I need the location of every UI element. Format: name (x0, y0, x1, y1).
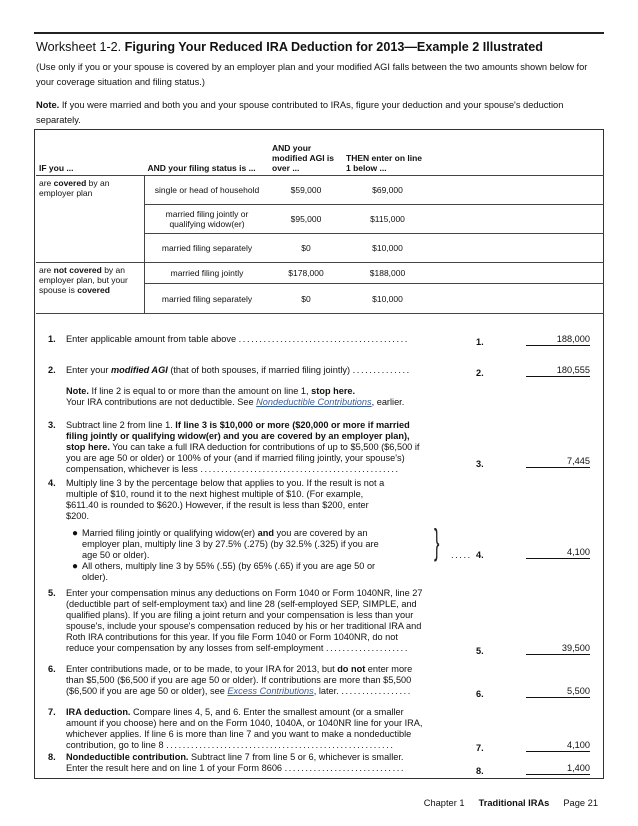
group-covered: are covered by an employer plan (36, 176, 145, 263)
header-modified-agi: AND your modified AGI is over ... (272, 143, 335, 173)
page-footer (424, 798, 598, 808)
agi-cell: $59,000 (269, 176, 343, 205)
agi-cell: $0 (269, 234, 343, 263)
header-filing-status: AND your filing status is ... (147, 163, 256, 173)
table-header-row (36, 130, 604, 176)
line-7-amount: 4,100 (526, 740, 590, 752)
line-6: 6. Enter contributions made, or to be made, to your IRA for 2013, but do not enter more than $5,500 ($6,500 if you are age 50 or older). If contributions are more than $5,500 ($6,500 if you are age 50 or older), see Excess Contributions, later. ................. 6. 5,500 (48, 664, 590, 699)
intro-text: (Use only if you or your spouse is covered by an employer plan and your modified AGI falls between the two amounts shown below for your coverage situation and filing status.) (36, 62, 588, 87)
line-3-amount: 7,445 (526, 456, 590, 468)
group-not-covered: are not covered by an employer plan, but your spouse is covered (36, 263, 145, 314)
filing-status-cell: married filing separately (145, 234, 270, 263)
line-4-amount: 4,100 (526, 547, 590, 559)
brace-icon: } (434, 521, 440, 562)
enter-cell: $115,000 (343, 205, 432, 234)
footer-page: Page 21 (563, 798, 598, 808)
line-1: 1. Enter applicable amount from table above ......................................... 1. 188,000 (48, 334, 590, 347)
line-2: 2. Enter your modified AGI (that of both spouses, if married filing jointly) .............. 2. 180,555 (48, 365, 590, 378)
filing-status-cell: married filing jointly or qualifying widow(er) (145, 205, 270, 234)
enter-cell: $10,000 (343, 284, 432, 314)
top-note (36, 98, 602, 127)
title-rule (34, 32, 604, 34)
footer-section: Traditional IRAs (478, 798, 550, 808)
title-prefix: Worksheet 1-2. (36, 40, 122, 54)
line-1-amount: 188,000 (526, 334, 590, 346)
header-then-enter: THEN enter on line 1 below ... (346, 153, 423, 173)
excess-contributions-link[interactable]: Excess Contributions (227, 686, 314, 696)
worksheet-title (36, 40, 543, 54)
enter-cell: $10,000 (343, 234, 432, 263)
title-main: Figuring Your Reduced IRA Deduction for 2013—Example 2 Illustrated (124, 40, 543, 54)
note-label: Note. (36, 100, 60, 110)
nondeductible-contributions-link[interactable]: Nondeductible Contributions (256, 397, 372, 407)
line-4: 4. Multiply line 3 by the percentage below that applies to you. If the result is not a multiple of $10, round it to the next highest multiple of $10. (For example, $611.40 is rounded to $620.) However, if the result is less than $200, enter $200. ● Married filing jointly or qualifying widow(er) and you are covered by an employer plan, multiply line 3 by 27.5% (.275) (by 32.5% (.325) if you are age 50 or older). ● All others, multiply line 3 by 55% (.55) (by 65% (.65) if you are age 50 or older). ..... 4. 4,100 (48, 478, 590, 582)
line-8-amount: 1,400 (526, 763, 590, 775)
table-row (36, 176, 604, 205)
agi-cell: $178,000 (269, 263, 343, 284)
line-5: 5. Enter your compensation minus any deductions on Form 1040 or Form 1040NR, line 27 (deductible part of self-employment tax) and line 28 (self-employed SEP, SIMPLE, and qualified plans). If you are filing a joint return and your compensation is less than your spouse's, include your spouse's compensation reduced by his or her traditional IRA and Roth IRA contributions for this year. If you file Form 1040 or Form 1040NR, do not reduce your compensation by any losses from self-employment .................... 5. 39,500 (48, 588, 590, 656)
filing-status-cell: single or head of household (145, 176, 270, 205)
line-3: 3. Subtract line 2 from line 1. If line 3 is $10,000 or more ($20,000 or more if married filing jointly or qualifying widow(er) and you are covered by an employer plan), stop here. You can take a full IRA deduction for contributions of up to $5,500 ($6,500 if you are age 50 or older) or 100% of your (and if married filing jointly, your spouse's) compensation, whichever is less ................................................ 3. 7,445 (48, 420, 590, 474)
header-if-you: IF you ... (39, 163, 74, 173)
line-5-amount: 39,500 (526, 643, 590, 655)
line-6-amount: 5,500 (526, 686, 590, 698)
line-8: 8. Nondeductible contribution. Subtract line 7 from line 5 or 6, whichever is smaller. Enter the result here and on line 1 of your Form 8606 ............................. 8. 1,400 (48, 752, 590, 776)
note-text: If you were married and both you and your spouse contributed to IRAs, figure your deduction and your spouse's deduction separately. (36, 100, 564, 125)
filing-status-cell: married filing jointly (145, 263, 270, 284)
enter-cell: $188,000 (343, 263, 432, 284)
line-7: 7. IRA deduction. Compare lines 4, 5, and 6. Enter the smallest amount (or a smaller amount if you choose) here and on the Form 1040, 1040A, or 1040NR line for your IRA, whichever applies. If line 6 is more than line 7 and you want to make a nondeductible contribution, go to line 8 ....................................................... 7. 4,100 (48, 707, 590, 753)
coverage-table (36, 130, 604, 314)
footer-chapter: Chapter 1 (423, 798, 465, 808)
table-row (36, 263, 604, 284)
agi-cell: $95,000 (269, 205, 343, 234)
enter-cell: $69,000 (343, 176, 432, 205)
filing-status-cell: married filing separately (145, 284, 270, 314)
line-2-amount: 180,555 (526, 365, 590, 377)
agi-cell: $0 (269, 284, 343, 314)
